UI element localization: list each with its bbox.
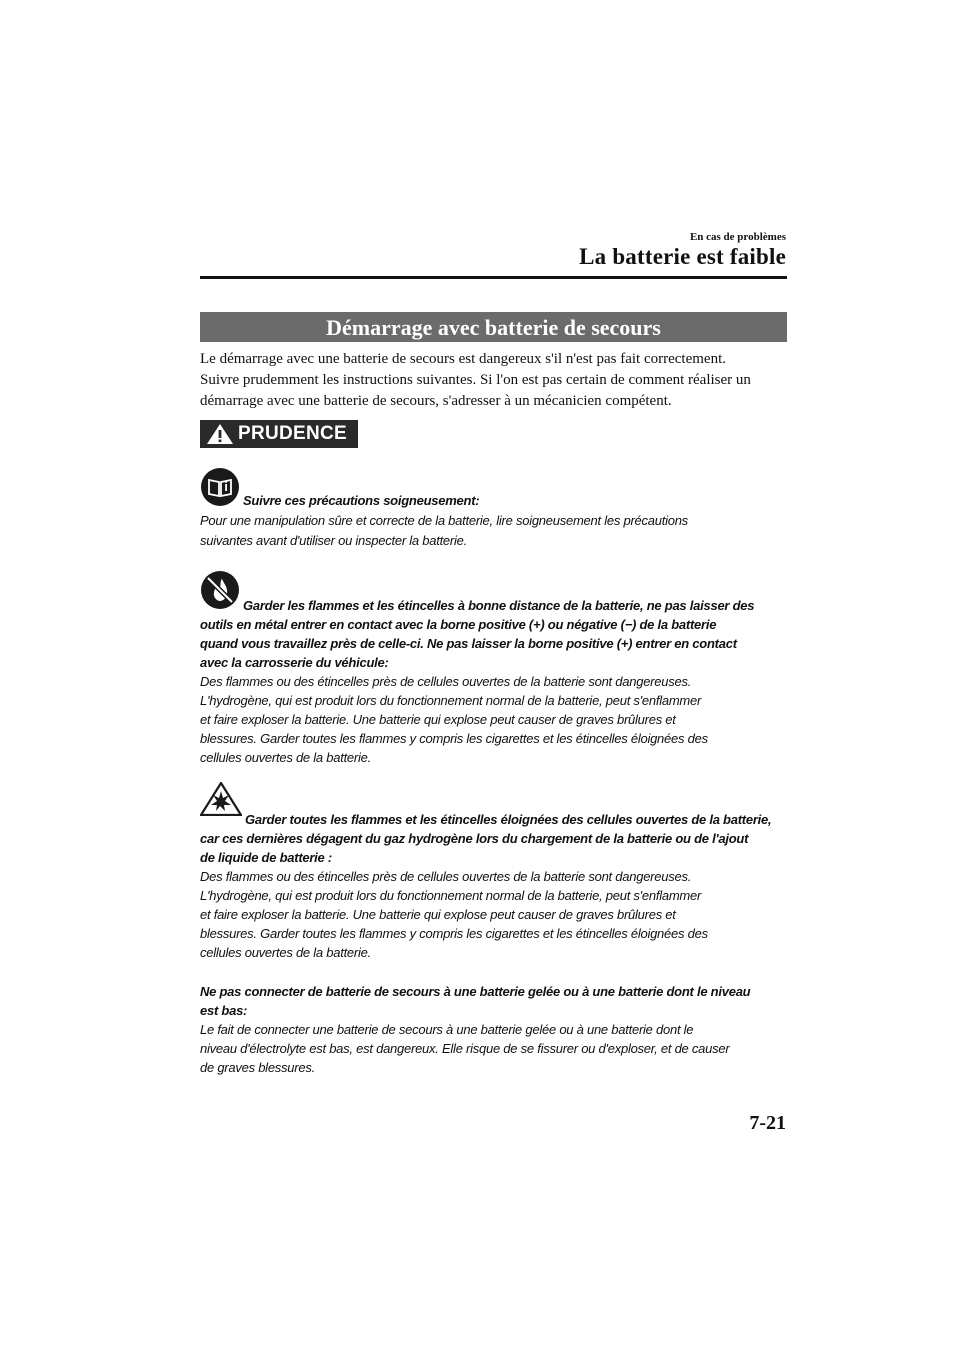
block-body-line: L'hydrogène, qui est produit lors du fonctionnement normal de la batterie, peut s'enflammer <box>200 888 702 903</box>
block-title: car ces dernières dégagent du gaz hydrogène lors du chargement de la batterie ou de l'ajout <box>200 831 749 846</box>
block-title: avec la carrosserie du véhicule: <box>200 655 389 670</box>
no-flame-icon <box>200 570 240 615</box>
block-title: outils en métal entrer en contact avec la borne positive (+) ou négative (−) de la batterie <box>200 617 717 632</box>
intro-paragraph <box>200 349 795 412</box>
block-title: Suivre ces précautions soigneusement: <box>243 493 480 508</box>
block-title: Ne pas connecter de batterie de secours à une batterie gelée ou à une batterie dont le niveau <box>200 984 751 999</box>
block-body-line: et faire exploser la batterie. Une batterie qui explose peut causer de graves brûlures et <box>200 712 676 727</box>
block-title: est bas: <box>200 1003 248 1018</box>
block-body-line: Des flammes ou des étincelles près de cellules ouvertes de la batterie sont dangereuses. <box>200 869 692 884</box>
block-body-line: Des flammes ou des étincelles près de cellules ouvertes de la batterie sont dangereuses. <box>200 674 692 689</box>
block-body-line: et faire exploser la batterie. Une batterie qui explose peut causer de graves brûlures et <box>200 907 676 922</box>
block-title: Garder les flammes et les étincelles à bonne distance de la batterie, ne pas laisser des <box>243 598 755 613</box>
intro-line: Suivre prudemment les instructions suivantes. Si l'on est pas certain de comment réaliser un <box>200 372 751 388</box>
block-body-line: blessures. Garder toutes les flammes y compris les cigarettes et les étincelles éloignées des <box>200 731 708 746</box>
header-chapter: En cas de problèmes <box>689 231 786 243</box>
block-title: quand vous travaillez près de celle-ci. Ne pas laisser la borne positive (+) entrer en contact <box>200 636 737 651</box>
header-rule <box>200 276 787 279</box>
block-body-line: cellules ouvertes de la batterie. <box>200 945 371 960</box>
explosion-warning-icon <box>200 782 242 821</box>
block-body-line: cellules ouvertes de la batterie. <box>200 750 371 765</box>
header-section-title: La batterie est faible <box>579 244 786 269</box>
block-title: de liquide de batterie : <box>200 850 332 865</box>
intro-line: Le démarrage avec une batterie de secours est dangereux s'il n'est pas fait correctement. <box>200 351 726 367</box>
manual-book-icon <box>200 467 240 512</box>
caution-label: PRUDENCE <box>200 420 358 448</box>
section-banner: Démarrage avec batterie de secours <box>200 312 787 342</box>
block-body-line: Pour une manipulation sûre et correcte de la batterie, lire soigneusement les précautions <box>200 513 688 528</box>
warning-triangle-icon <box>206 423 234 445</box>
block-body-line: blessures. Garder toutes les flammes y compris les cigarettes et les étincelles éloignées des <box>200 926 708 941</box>
block-body-line: L'hydrogène, qui est produit lors du fonctionnement normal de la batterie, peut s'enflammer <box>200 693 702 708</box>
block-title: Garder toutes les flammes et les étincelles éloignées des cellules ouvertes de la batterie, <box>245 812 772 827</box>
block-body-line: Le fait de connecter une batterie de secours à une batterie gelée ou à une batterie dont le <box>200 1022 694 1037</box>
block-body-line: suivantes avant d'utiliser ou inspecter la batterie. <box>200 533 467 548</box>
block-body-line: de graves blessures. <box>200 1060 315 1075</box>
block-body-line: niveau d'électrolyte est bas, est dangereux. Elle risque de se fissurer ou d'exploser, et de causer <box>200 1041 730 1056</box>
intro-line: démarrage avec une batterie de secours, s'adresser à un mécanicien compétent. <box>200 393 672 409</box>
page-number: 7-21 <box>749 1112 786 1134</box>
